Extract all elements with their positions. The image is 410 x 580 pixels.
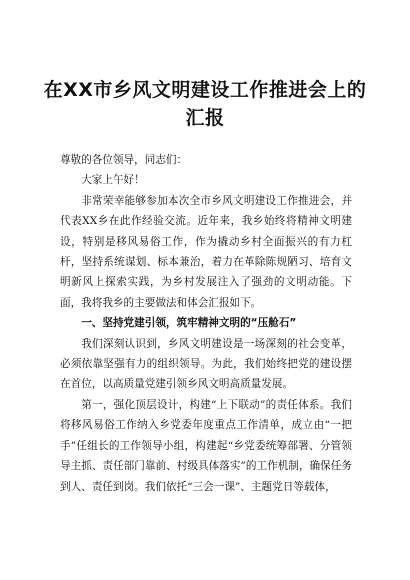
document-body: [60, 150, 352, 497]
greeting: 大家上午好！: [81, 174, 145, 187]
document-title: 在XX市乡风文明建设工作推进会上的汇报: [43, 79, 367, 129]
intro-paragraph: 非常荣幸能够参加本次全市乡风文明建设工作推进会，并代表XX乡在此作经验交流。近年来，我乡始终将精神文明建设，特别是移风易俗工作，作为撬动乡村全面振兴的有力杠杆，坚持系统谋划、标本兼治，着力在革除陈规陋习、培育文明新风上探索实践，为乡村发展注入了强劲的文明动能。下面，我将我乡的主要做法和体会汇报如下。: [60, 194, 352, 309]
section-paragraph: 我们深刻认识到，乡风文明建设是一场深刻的社会变革，必须依靠坚强有力的组织领导。为此，我们始终把党的建设摆在首位，以高质量党建引领乡风文明高质量发展。: [60, 337, 352, 391]
salutation: 尊敬的各位领导，同志们：: [60, 154, 188, 166]
section-heading: 一、坚持党建引领，筑牢精神文明的“压舱石”: [81, 317, 297, 330]
section-paragraph: 第一，强化顶层设计，构建“上下联动”的责任体系。我们将移风易俗工作纳入乡党委年度重点工作清单，成立由“一把手”任组长的工作领导小组，构建起“乡党委统筹部署、分管领导主抓、责任部门靠前、村级具体落实”的工作机制，确保任务到人、责任到岗。我们依托“三会一课”、主题党日等载体，: [60, 398, 352, 493]
